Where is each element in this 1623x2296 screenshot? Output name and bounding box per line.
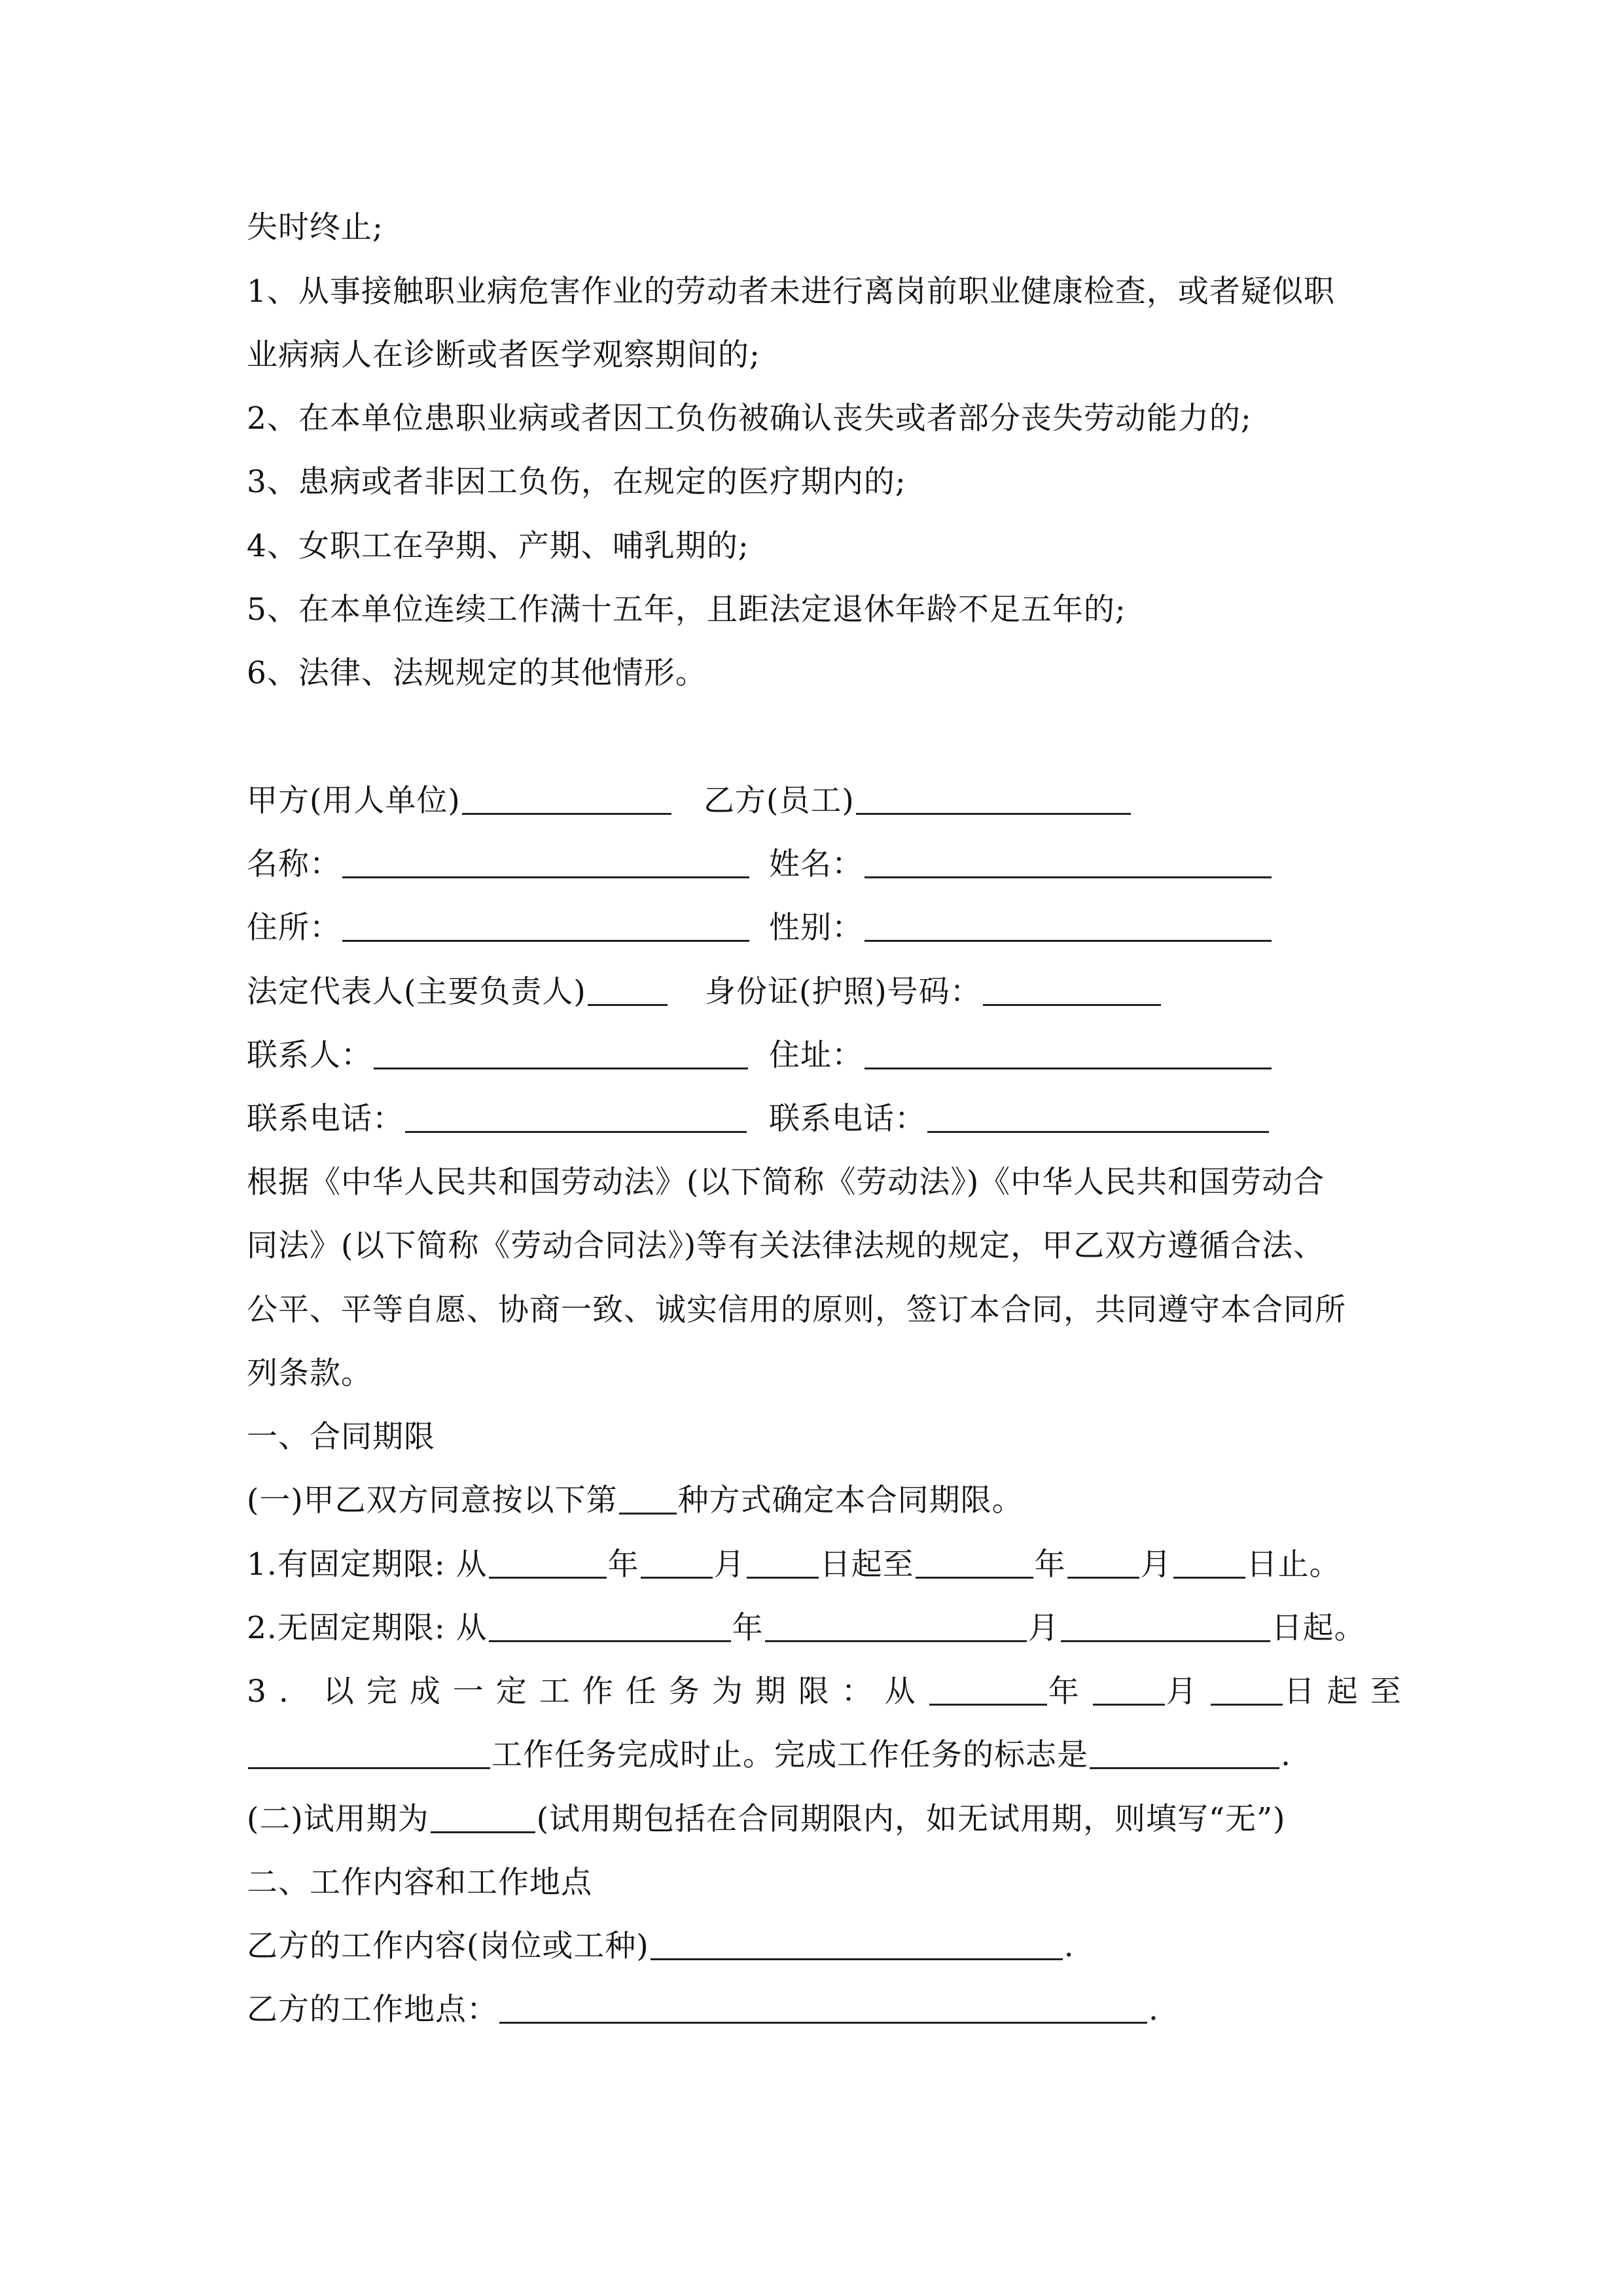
term-choice-row: [247, 1475, 1024, 1527]
id-no-label: 身份证(护照)号码：: [705, 974, 982, 1010]
fixed-start-year-blank[interactable]: [489, 1547, 607, 1579]
probation-suffix: (试用期包括在合同期限内，如无试用期，则填写“无”): [536, 1801, 1286, 1837]
party-a-blank[interactable]: [462, 783, 671, 815]
section1-title: 一、合同期限: [247, 1419, 435, 1455]
condition-line: 1、从事接触职业病危害作业的劳动者未进行离岗前职业健康检查，或者疑似职: [247, 274, 1335, 310]
day-start-label: 日起。: [1271, 1610, 1366, 1646]
party-a-label: 甲方(用人单位): [247, 783, 461, 819]
party-b-group: [704, 775, 1132, 827]
task-start-month-blank[interactable]: [1093, 1674, 1165, 1706]
address-a-label: 住所：: [247, 910, 341, 946]
open-start-year-blank[interactable]: [489, 1610, 731, 1642]
name-row: [247, 838, 863, 891]
task-end-blank[interactable]: [248, 1737, 490, 1769]
month-label: 月: [713, 1547, 745, 1583]
phone-row: [247, 1093, 926, 1145]
preamble-line: 根据《中华人民共和国劳动法》(以下简称《劳动法》)《中华人民共和国劳动合: [247, 1164, 1325, 1200]
phone-b-blank[interactable]: [927, 1101, 1269, 1133]
day-end-label: 日止。: [1246, 1547, 1341, 1583]
party-b-label: 乙方(员工): [704, 783, 855, 819]
task-start-year-blank[interactable]: [929, 1674, 1047, 1706]
condition-line: 业病病人在诊断或者医学观察期间的;: [247, 337, 760, 373]
work-place-row: [247, 1984, 1159, 2036]
work-place-blank[interactable]: [499, 1992, 1147, 2024]
name-a-blank[interactable]: [342, 846, 749, 878]
condition-line: 2、在本单位患职业病或者因工负伤被确认丧失或者部分丧失劳动能力的;: [247, 401, 1252, 437]
phone-a-blank[interactable]: [405, 1101, 747, 1133]
work-content-blank[interactable]: [651, 1928, 1063, 1960]
term-choice-prefix: (一)甲乙双方同意按以下第: [247, 1482, 618, 1518]
name-b-group: [769, 838, 1273, 891]
name-b-blank[interactable]: [865, 846, 1272, 878]
task-completion-text: 工作任务完成时止。完成工作任务的标志是: [491, 1737, 1088, 1773]
open-term-row: [247, 1602, 1366, 1655]
fixed-term-row: [247, 1539, 1341, 1591]
fixed-start-day-blank[interactable]: [747, 1547, 819, 1579]
period: .: [1149, 1992, 1159, 2028]
fixed-end-year-blank[interactable]: [916, 1547, 1033, 1579]
year-label: 年: [1034, 1547, 1066, 1583]
address-a-blank[interactable]: [342, 910, 749, 942]
fixed-end-month-blank[interactable]: [1067, 1547, 1139, 1579]
month-label: 月: [1027, 1610, 1060, 1646]
task-mark-blank[interactable]: [1090, 1737, 1279, 1769]
probation-blank[interactable]: [431, 1801, 535, 1833]
open-start-day-blank[interactable]: [1061, 1610, 1270, 1642]
id-no-blank[interactable]: [983, 974, 1161, 1006]
gender-b-label: 性别：: [769, 910, 863, 946]
condition-line: 6、法律、法规规定的其他情形。: [247, 655, 707, 691]
term-choice-blank[interactable]: [619, 1482, 677, 1515]
work-content-label: 乙方的工作内容(岗位或工种): [247, 1928, 649, 1964]
address-b-blank[interactable]: [865, 1037, 1272, 1069]
probation-prefix: (二)试用期为: [247, 1801, 429, 1837]
id-no-group: [705, 966, 1162, 1018]
probation-row: [247, 1793, 1285, 1846]
fixed-end-day-blank[interactable]: [1173, 1547, 1245, 1579]
task-start-day-blank[interactable]: [1211, 1674, 1283, 1706]
contact-a-blank[interactable]: [374, 1037, 748, 1069]
contact-a-label: 联系人：: [247, 1037, 372, 1073]
day-label: 日起至: [819, 1547, 914, 1583]
open-term-prefix: 2.无固定期限: 从: [247, 1610, 488, 1646]
year-label: 年: [1048, 1674, 1092, 1710]
work-place-label: 乙方的工作地点：: [247, 1992, 498, 2028]
preamble-line: 列条款。: [247, 1355, 372, 1391]
fixed-start-month-blank[interactable]: [641, 1547, 713, 1579]
task-term-row: [247, 1666, 1414, 1718]
condition-line: 3、患病或者非因工负伤，在规定的医疗期内的;: [247, 464, 906, 500]
month-label: 月: [1140, 1547, 1172, 1583]
phone-a-label: 联系电话：: [247, 1101, 404, 1137]
condition-line: 5、在本单位连续工作满十五年，且距法定退休年龄不足五年的;: [247, 592, 1126, 628]
gender-b-group: [769, 902, 1273, 954]
condition-line: 4、女职工在孕期、产期、哺乳期的;: [247, 528, 749, 564]
fixed-term-prefix: 1.有固定期限: 从: [247, 1547, 488, 1583]
name-a-label: 名称：: [247, 846, 341, 882]
address-b-label: 住址：: [769, 1037, 863, 1073]
year-label: 年: [607, 1547, 639, 1583]
address-b-group: [769, 1030, 1273, 1082]
intro-tail: 失时终止;: [247, 209, 383, 245]
task-term-prefix: 3. 以完成一定工作任务为期限：从: [247, 1674, 928, 1710]
period: .: [1281, 1737, 1291, 1773]
work-content-row: [247, 1920, 1075, 1973]
day-label: 日起至: [1283, 1674, 1414, 1710]
name-b-label: 姓名：: [769, 846, 863, 882]
gender-b-blank[interactable]: [865, 910, 1272, 942]
section2-title: 二、工作内容和工作地点: [247, 1865, 592, 1901]
contact-row: [247, 1030, 863, 1082]
year-label: 年: [732, 1610, 764, 1646]
legal-rep-label: 法定代表人(主要负责人): [247, 974, 586, 1010]
month-label: 月: [1166, 1674, 1209, 1710]
preamble-line: 公平、平等自愿、协商一致、诚实信用的原则，签订本合同，共同遵守本合同所: [247, 1292, 1346, 1328]
preamble-line: 同法》(以下简称《劳动合同法》)等有关法律法规的规定，甲乙双方遵循合法、: [247, 1228, 1325, 1264]
task-term-row-2: [247, 1729, 1291, 1782]
phone-b-group: [769, 1093, 1270, 1145]
party-b-blank[interactable]: [856, 783, 1131, 815]
phone-b-label: 联系电话：: [769, 1101, 926, 1137]
legal-rep-blank[interactable]: [588, 974, 668, 1006]
open-start-month-blank[interactable]: [765, 1610, 1027, 1642]
term-choice-suffix: 种方式确定本合同期限。: [677, 1482, 1024, 1518]
legal-rep-row: [247, 966, 982, 1018]
address-row: [247, 902, 863, 954]
party-row: [247, 775, 855, 827]
period: .: [1063, 1928, 1075, 1964]
